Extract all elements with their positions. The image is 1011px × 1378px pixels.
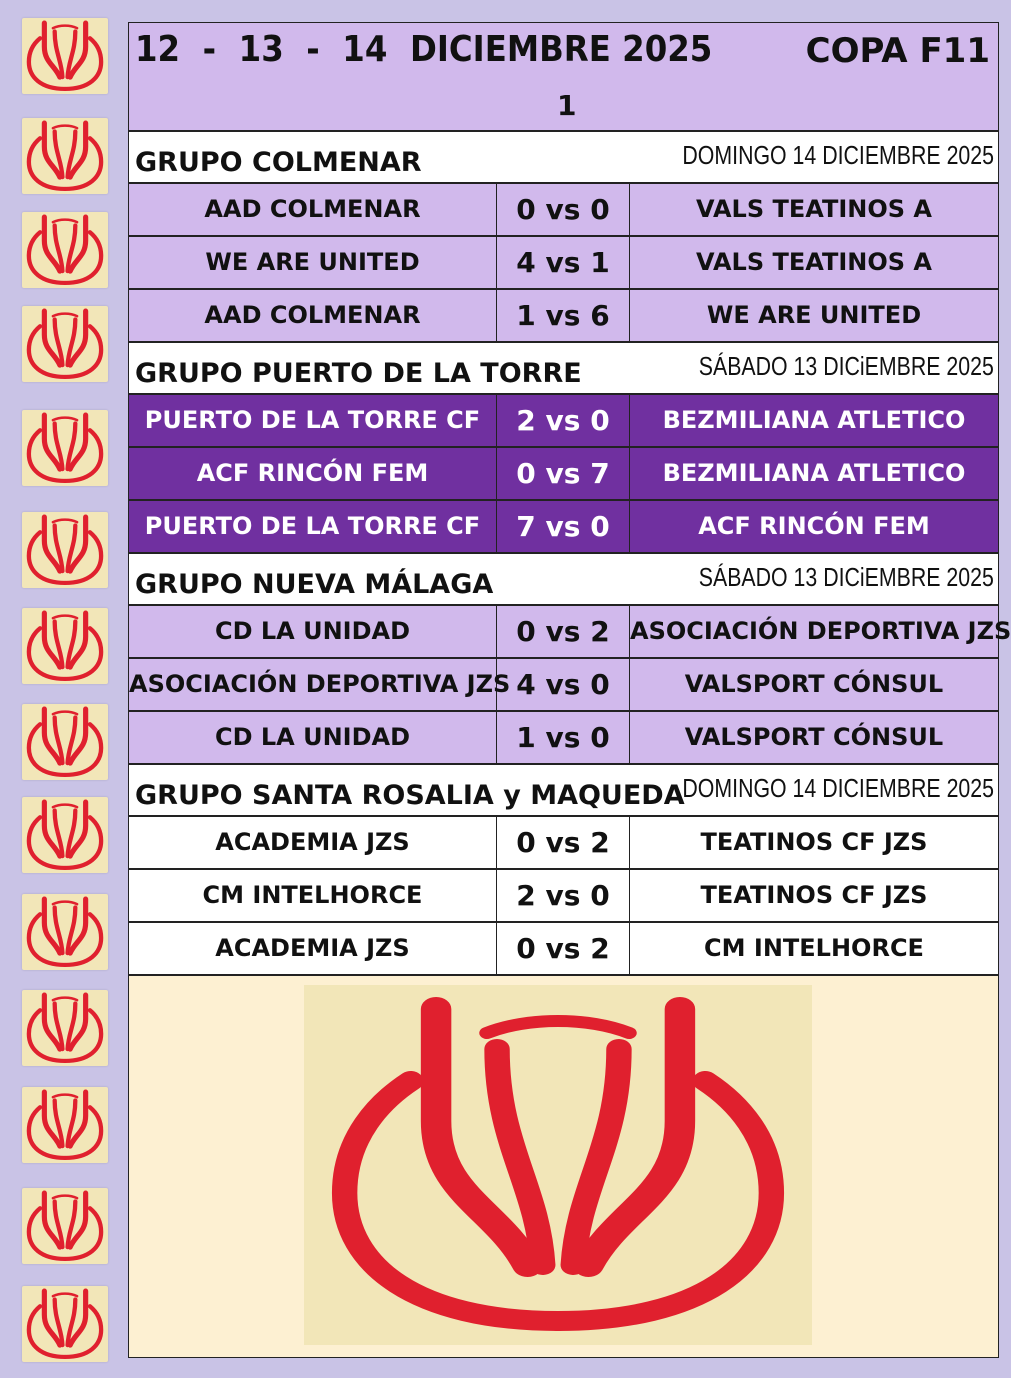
fixtures-panel: [128, 22, 1011, 1358]
home-team: AAD COLMENAR: [129, 184, 497, 235]
home-team: CD LA UNIDAD: [129, 606, 497, 657]
group-date: SÁBADO 13 DICiEMBRE 2025: [698, 351, 994, 381]
away-team: CM INTELHORCE: [704, 934, 924, 962]
group-name: GRUPO PUERTO DE LA TORRE: [135, 358, 582, 389]
match-score: 2 vs 0: [497, 395, 630, 446]
away-team: TEATINOS CF JZS: [700, 881, 928, 909]
match-score: 0 vs 2: [497, 606, 630, 657]
cup-logo-icon: [22, 894, 108, 970]
logo-strip: [0, 0, 128, 1378]
cup-logo-icon: [22, 1188, 108, 1264]
away-team: VALSPORT CÓNSUL: [684, 723, 944, 751]
match-score: 0 vs 0: [497, 184, 630, 235]
match-row: [129, 395, 998, 448]
cup-logo-icon: [22, 212, 108, 288]
group-header: [129, 765, 998, 817]
match-row: [129, 659, 998, 712]
cup-logo-icon: [22, 990, 108, 1066]
home-team: CD LA UNIDAD: [129, 712, 497, 763]
group-header: [129, 343, 998, 395]
match-row: [129, 290, 998, 343]
cup-logo-icon: [304, 985, 812, 1345]
away-team: WE ARE UNITED: [706, 301, 922, 329]
cup-logo-icon: [22, 797, 108, 873]
group-header: [129, 132, 998, 184]
event-dates: 12 - 13 - 14 DICIEMBRE 2025: [135, 29, 713, 70]
match-row: [129, 817, 998, 870]
match-score: 2 vs 0: [497, 870, 630, 921]
match-score: 1 vs 6: [497, 290, 630, 341]
page-header: [129, 23, 998, 132]
cup-logo-icon: [22, 1087, 108, 1163]
away-team: ACF RINCÓN FEM: [698, 512, 930, 540]
match-score: 0 vs 2: [497, 817, 630, 868]
away-team: VALS TEATINOS A: [696, 195, 932, 223]
competition-name: COPA F11: [805, 31, 990, 71]
group-name: GRUPO NUEVA MÁLAGA: [135, 569, 494, 600]
group-name: GRUPO SANTA ROSALIA y MAQUEDA: [135, 780, 685, 811]
match-score: 0 vs 2: [497, 923, 630, 974]
home-team: ACF RINCÓN FEM: [129, 448, 497, 499]
group-date: SÁBADO 13 DICiEMBRE 2025: [698, 562, 994, 592]
group-name: GRUPO COLMENAR: [135, 147, 422, 178]
match-score: 4 vs 0: [497, 659, 630, 710]
match-row: [129, 501, 998, 554]
cup-logo-icon: [22, 18, 108, 94]
cup-logo-icon: [22, 306, 108, 382]
match-score: 1 vs 0: [497, 712, 630, 763]
match-row: [129, 870, 998, 923]
match-row: [129, 712, 998, 765]
match-row: [129, 606, 1011, 659]
group-date: DOMINGO 14 DICIEMBRE 2025: [682, 140, 994, 170]
away-team: VALS TEATINOS A: [696, 248, 932, 276]
cup-logo-icon: [22, 512, 108, 588]
cup-logo-icon: [22, 410, 108, 486]
round-number: 1: [557, 89, 577, 122]
away-team: TEATINOS CF JZS: [700, 828, 928, 856]
match-row: [129, 184, 998, 237]
away-team: VALSPORT CÓNSUL: [684, 670, 944, 698]
match-score: 0 vs 7: [497, 448, 630, 499]
match-score: 7 vs 0: [497, 501, 630, 552]
home-team: ACADEMIA JZS: [129, 817, 497, 868]
away-team: BEZMILIANA ATLETICO: [662, 459, 966, 487]
home-team: CM INTELHORCE: [129, 870, 497, 921]
match-score: 4 vs 1: [497, 237, 630, 288]
cup-logo-icon: [22, 608, 108, 684]
cup-logo-icon: [22, 704, 108, 780]
away-team: ASOCIACIÓN DEPORTIVA JZS: [630, 617, 1011, 645]
home-team: AAD COLMENAR: [129, 290, 497, 341]
home-team: ACADEMIA JZS: [129, 923, 497, 974]
match-row: [129, 923, 998, 976]
home-team: PUERTO DE LA TORRE CF: [129, 395, 497, 446]
match-row: [129, 237, 998, 290]
home-team: WE ARE UNITED: [129, 237, 497, 288]
group-date: DOMINGO 14 DICIEMBRE 2025: [682, 773, 994, 803]
home-team: PUERTO DE LA TORRE CF: [129, 501, 497, 552]
away-team: BEZMILIANA ATLETICO: [662, 406, 966, 434]
match-row: [129, 448, 998, 501]
cup-logo-icon: [22, 118, 108, 194]
cup-logo-icon: [22, 1286, 108, 1362]
home-team: ASOCIACIÓN DEPORTIVA JZS: [129, 659, 497, 710]
group-header: [129, 554, 998, 606]
